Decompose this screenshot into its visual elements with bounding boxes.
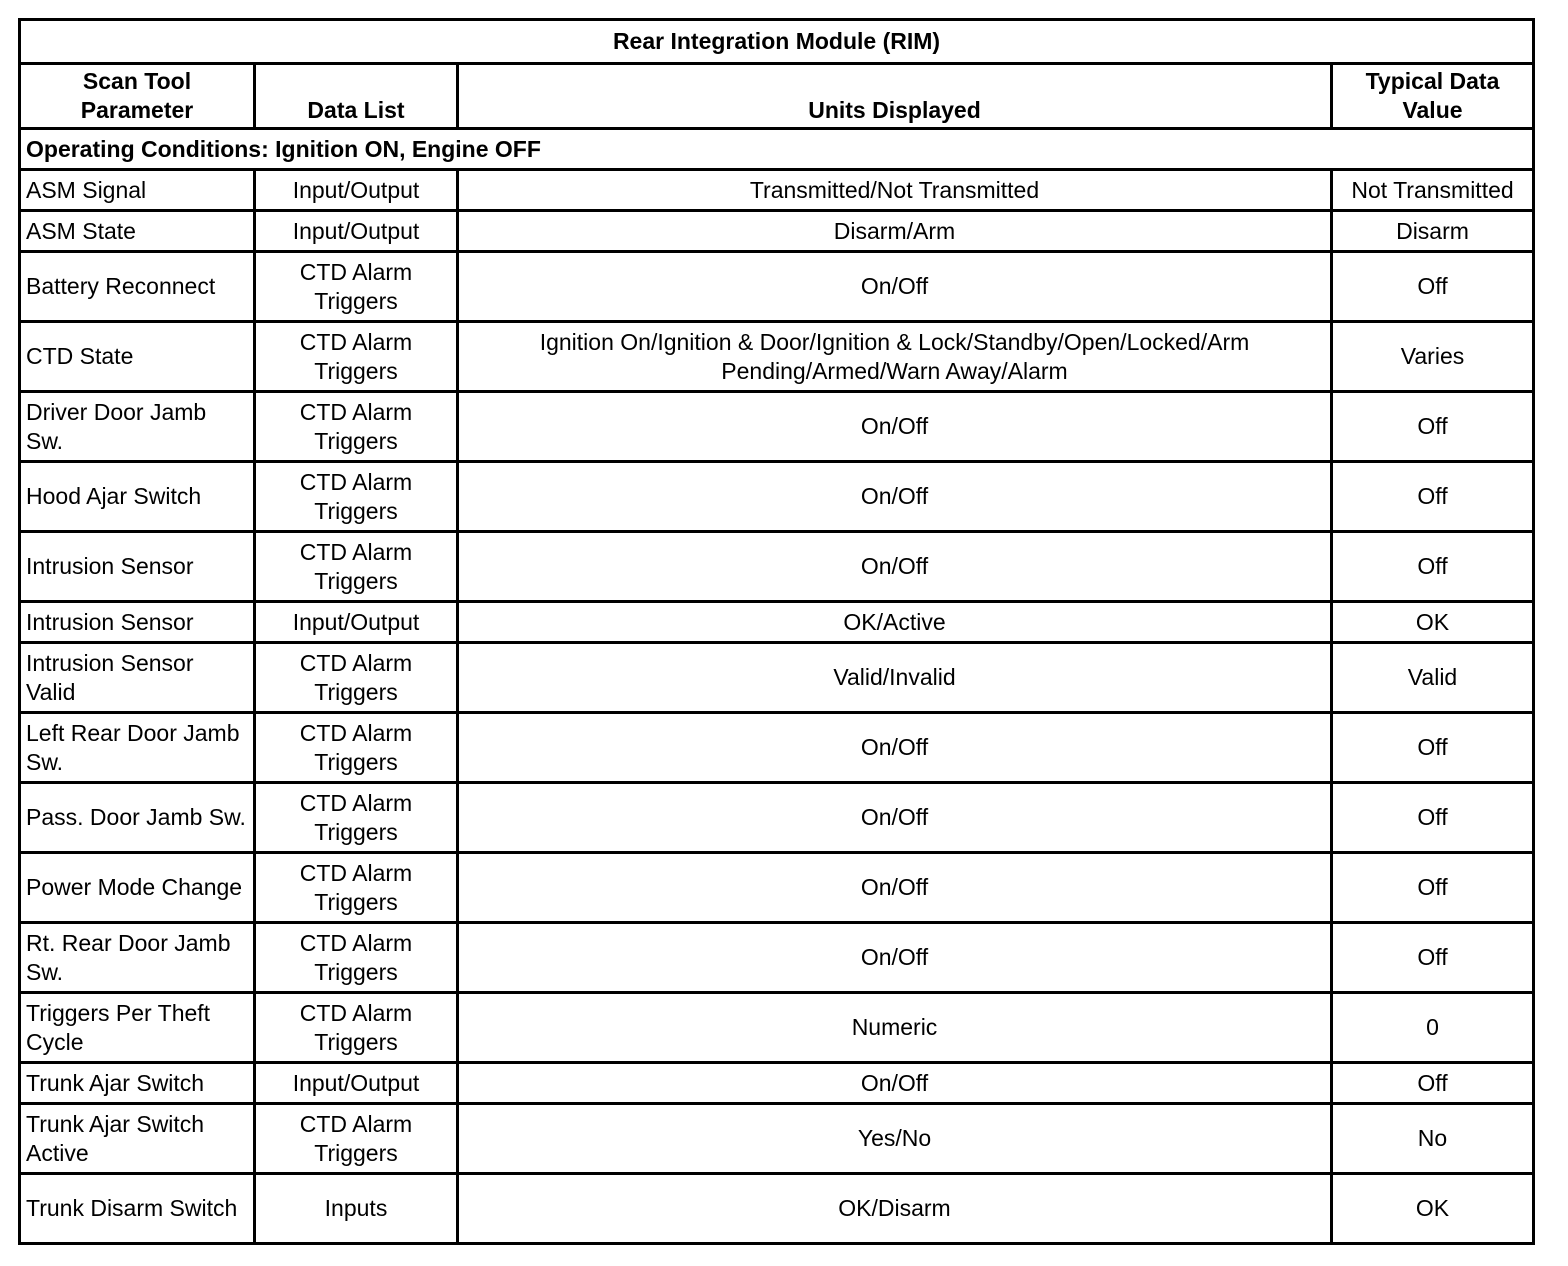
- table-row: [20, 322, 1534, 392]
- table-row: [20, 713, 1534, 783]
- cell-data-list: Input/Output: [255, 170, 458, 211]
- table-row: [20, 1174, 1534, 1244]
- cell-data-list: CTD Alarm Triggers: [255, 1104, 458, 1174]
- cell-typical: Valid: [1332, 643, 1534, 713]
- cell-typical: Varies: [1332, 322, 1534, 392]
- table-row: [20, 602, 1534, 643]
- cell-units: On/Off: [458, 532, 1332, 602]
- table-row: [20, 252, 1534, 322]
- cell-units: OK/Active: [458, 602, 1332, 643]
- header-data-list: Data List: [255, 64, 458, 129]
- cell-parameter: Intrusion Sensor: [20, 602, 255, 643]
- table-row: [20, 783, 1534, 853]
- cell-units: Yes/No: [458, 1104, 1332, 1174]
- cell-data-list: Inputs: [255, 1174, 458, 1244]
- table-row: [20, 1063, 1534, 1104]
- cell-parameter: Hood Ajar Switch: [20, 462, 255, 532]
- cell-parameter: Trunk Ajar Switch Active: [20, 1104, 255, 1174]
- table-row: [20, 211, 1534, 252]
- cell-parameter: Triggers Per Theft Cycle: [20, 993, 255, 1063]
- cell-data-list: CTD Alarm Triggers: [255, 462, 458, 532]
- table-row: [20, 392, 1534, 462]
- header-scan-tool-parameter: Scan Tool Parameter: [20, 64, 255, 129]
- cell-parameter: ASM State: [20, 211, 255, 252]
- cell-typical: 0: [1332, 993, 1534, 1063]
- operating-conditions: Operating Conditions: Ignition ON, Engine OFF: [20, 129, 1534, 170]
- cell-typical: Disarm: [1332, 211, 1534, 252]
- cell-data-list: CTD Alarm Triggers: [255, 322, 458, 392]
- cell-parameter: Battery Reconnect: [20, 252, 255, 322]
- cell-parameter: CTD State: [20, 322, 255, 392]
- cell-parameter: ASM Signal: [20, 170, 255, 211]
- cell-typical: Off: [1332, 532, 1534, 602]
- cell-typical: No: [1332, 1104, 1534, 1174]
- cell-units: On/Off: [458, 252, 1332, 322]
- table-row: [20, 993, 1534, 1063]
- cell-parameter: Power Mode Change: [20, 853, 255, 923]
- cell-parameter: Rt. Rear Door Jamb Sw.: [20, 923, 255, 993]
- table-row: [20, 853, 1534, 923]
- cell-units: On/Off: [458, 923, 1332, 993]
- cell-units: Disarm/Arm: [458, 211, 1332, 252]
- cell-typical: Off: [1332, 392, 1534, 462]
- cell-typical: Off: [1332, 923, 1534, 993]
- cell-units: On/Off: [458, 1063, 1332, 1104]
- header-typical-data-value: Typical Data Value: [1332, 64, 1534, 129]
- cell-typical: Off: [1332, 1063, 1534, 1104]
- header-units-displayed: Units Displayed: [458, 64, 1332, 129]
- cell-typical: Off: [1332, 853, 1534, 923]
- table-row: [20, 923, 1534, 993]
- cell-units: Numeric: [458, 993, 1332, 1063]
- table-title: Rear Integration Module (RIM): [20, 20, 1534, 64]
- cell-data-list: CTD Alarm Triggers: [255, 713, 458, 783]
- table-row: [20, 1104, 1534, 1174]
- cell-units: Transmitted/Not Transmitted: [458, 170, 1332, 211]
- rim-data-table: [18, 18, 1535, 1245]
- cell-data-list: Input/Output: [255, 602, 458, 643]
- cell-typical: Not Transmitted: [1332, 170, 1534, 211]
- cell-parameter: Driver Door Jamb Sw.: [20, 392, 255, 462]
- cell-parameter: Left Rear Door Jamb Sw.: [20, 713, 255, 783]
- cell-data-list: CTD Alarm Triggers: [255, 853, 458, 923]
- table-row: [20, 643, 1534, 713]
- cell-typical: OK: [1332, 1174, 1534, 1244]
- cell-units: On/Off: [458, 392, 1332, 462]
- cell-units: On/Off: [458, 462, 1332, 532]
- cell-typical: Off: [1332, 252, 1534, 322]
- cell-data-list: CTD Alarm Triggers: [255, 392, 458, 462]
- cell-parameter: Intrusion Sensor Valid: [20, 643, 255, 713]
- cell-parameter: Intrusion Sensor: [20, 532, 255, 602]
- cell-data-list: Input/Output: [255, 211, 458, 252]
- table-row: [20, 532, 1534, 602]
- cell-data-list: Input/Output: [255, 1063, 458, 1104]
- cell-parameter: Trunk Disarm Switch: [20, 1174, 255, 1244]
- cell-units: On/Off: [458, 713, 1332, 783]
- cell-units: Ignition On/Ignition & Door/Ignition & Lock/Standby/Open/Locked/Arm Pending/Armed/Warn Away/Alarm: [458, 322, 1332, 392]
- cell-units: On/Off: [458, 853, 1332, 923]
- cell-typical: OK: [1332, 602, 1534, 643]
- cell-data-list: CTD Alarm Triggers: [255, 783, 458, 853]
- cell-data-list: CTD Alarm Triggers: [255, 643, 458, 713]
- cell-typical: Off: [1332, 462, 1534, 532]
- cell-parameter: Trunk Ajar Switch: [20, 1063, 255, 1104]
- table-row: [20, 170, 1534, 211]
- cell-data-list: CTD Alarm Triggers: [255, 532, 458, 602]
- cell-data-list: CTD Alarm Triggers: [255, 923, 458, 993]
- cell-data-list: CTD Alarm Triggers: [255, 252, 458, 322]
- table-row: [20, 462, 1534, 532]
- cell-data-list: CTD Alarm Triggers: [255, 993, 458, 1063]
- cell-units: On/Off: [458, 783, 1332, 853]
- cell-units: OK/Disarm: [458, 1174, 1332, 1244]
- cell-parameter: Pass. Door Jamb Sw.: [20, 783, 255, 853]
- cell-typical: Off: [1332, 713, 1534, 783]
- cell-units: Valid/Invalid: [458, 643, 1332, 713]
- cell-typical: Off: [1332, 783, 1534, 853]
